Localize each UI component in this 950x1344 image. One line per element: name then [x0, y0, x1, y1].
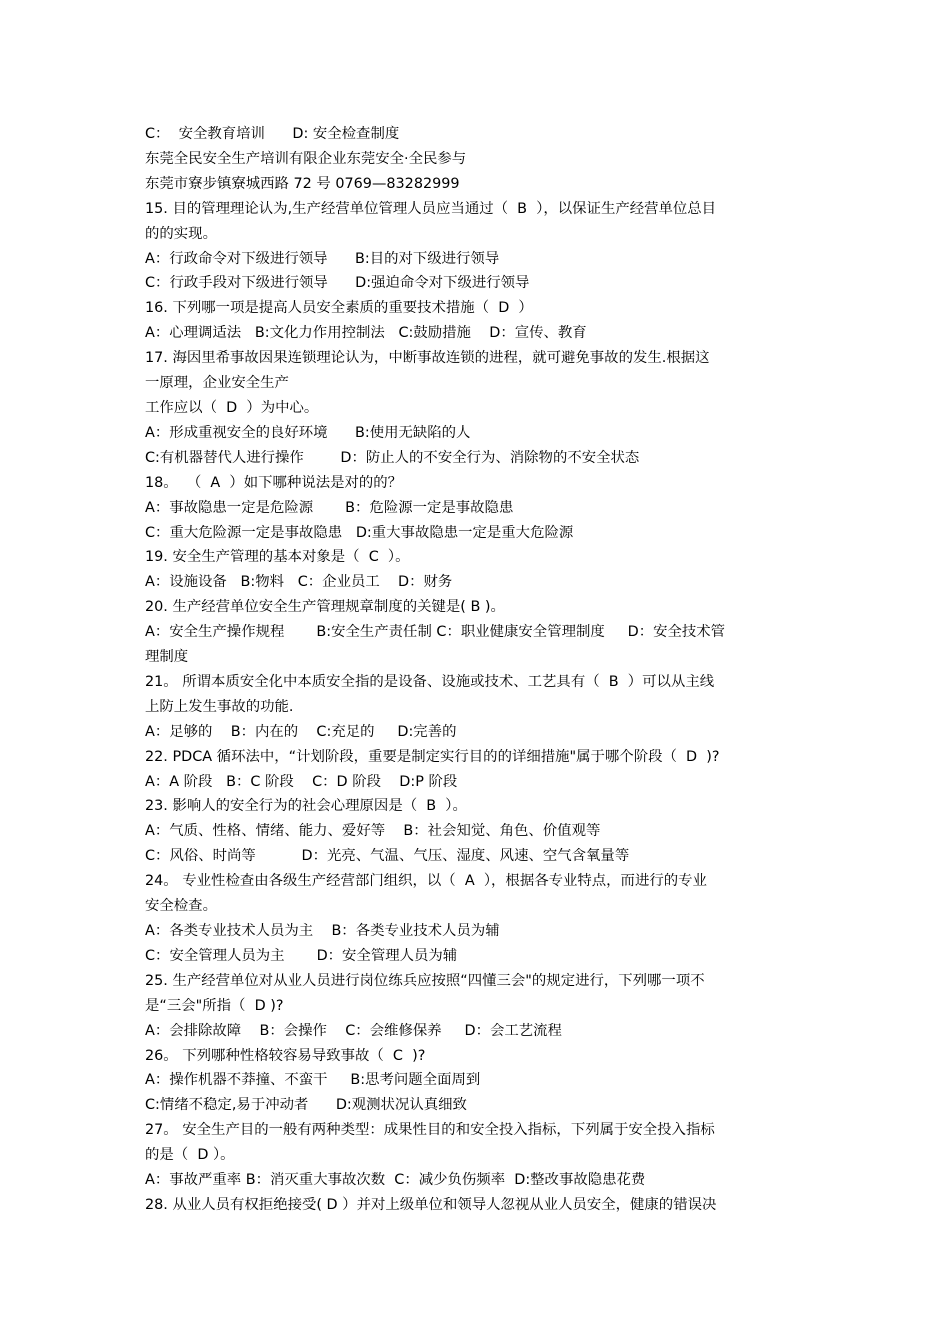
options-line: A：形成重视安全的良好环境 B:使用无缺陷的人 [145, 424, 471, 441]
options-line: A：事故隐患一定是危险源 B：危险源一定是事故隐患 [145, 499, 514, 516]
question-19: 19. 安全生产管理的基本对象是（ C ）。 [145, 549, 410, 566]
options-line: C:有机器替代人进行操作 D：防止人的不安全行为、消除物的不安全状态 [145, 449, 640, 466]
options-line: A：会排除故障 B：会操作 C：会维修保养 D：会工艺流程 [145, 1022, 562, 1039]
text-line: 的是（ D ）。 [145, 1147, 235, 1164]
question-20: 20. 生产经营单位安全生产管理规章制度的关键是( B )。 [145, 599, 505, 616]
text-line: 的的实现。 [145, 225, 217, 242]
question-28: 28. 从业人员有权拒绝接受( D ）并对上级单位和领导人忽视从业人员安全，健康的错误决 [145, 1196, 717, 1213]
text-line: 东莞全民安全生产培训有限企业东莞安全·全民参与 [145, 150, 467, 167]
options-line: A：事故严重率 B：消灭重大事故次数 C：减少负伤频率 D:整改事故隐患花费 [145, 1172, 646, 1189]
question-17: 17. 海因里希事故因果连锁理论认为，中断事故连锁的进程，就可避免事故的发生.根据这 [145, 350, 710, 367]
options-line: C:情绪不稳定,易于冲动者 D:观测状况认真细致 [145, 1097, 467, 1114]
question-21: 21。 所谓本质安全化中本质安全指的是设备、设施或技术、工艺具有（ B ）可以从主线 [145, 673, 715, 690]
options-line: A：操作机器不莽撞、不蛮干 B:思考问题全面周到 [145, 1072, 481, 1089]
question-27: 27。 安全生产目的一般有两种类型：成果性目的和安全投入指标，下列属于安全投入指标 [145, 1122, 715, 1139]
options-line: A：行政命令对下级进行领导 B:目的对下级进行领导 [145, 250, 500, 267]
options-line: A：A 阶段 B：C 阶段 C：D 阶段 D:P 阶段 [145, 773, 458, 790]
options-line: A：安全生产操作规程 B:安全生产责任制 C：职业健康安全管理制度 D：安全技术管 [145, 624, 726, 641]
question-15: 15. 目的管理理论认为,生产经营单位管理人员应当通过（ B ），以保证生产经营单位总目 [145, 200, 717, 217]
question-18: 18。 （ A ）如下哪种说法是对的的？ [145, 474, 403, 491]
question-16: 16. 下列哪一项是提高人员安全素质的重要技术措施（ D ） [145, 300, 533, 317]
text-line: 理制度 [145, 649, 189, 666]
options-line: C：风俗、时尚等 D：光亮、气温、气压、湿度、风速、空气含氧量等 [145, 848, 630, 865]
options-line: A：心理调适法 B:文化力作用控制法 C:鼓励措施 D：宣传、教育 [145, 325, 587, 342]
options-line: A：设施设备 B:物料 C：企业员工 D：财务 [145, 574, 453, 591]
text-line: 安全检查。 [145, 898, 217, 915]
question-23: 23. 影响人的安全行为的社会心理原因是（ B ）。 [145, 798, 467, 815]
options-line: A：气质、性格、情绪、能力、爱好等 B：社会知觉、角色、价值观等 [145, 823, 601, 840]
options-line: C：重大危险源一定是事故隐患 D:重大事故隐患一定是重大危险源 [145, 524, 574, 541]
question-22: 22. PDCA 循环法中，“计划阶段，重要是制定实行目的的详细措施"属于哪个阶段（ D )? [145, 748, 720, 765]
text-line: 一原理，企业安全生产 [145, 375, 289, 392]
question-26: 26。 下列哪种性格较容易导致事故（ C )? [145, 1047, 426, 1064]
text-line: 上防上发生事故的功能. [145, 698, 294, 715]
text-line: 工作应以（ D ）为中心。 [145, 399, 319, 416]
text-line: 东莞市寮步镇寮城西路 72 号 0769—83282999 [145, 175, 460, 192]
question-24: 24。 专业性检查由各级生产经营部门组织，以（ A ），根据各专业特点，而进行的专业 [145, 873, 707, 890]
text-line: 是“三会"所指（ D )? [145, 997, 284, 1014]
document-body [145, 122, 810, 1218]
text-line: C： 安全教育培训 D: 安全检查制度 [145, 126, 400, 142]
question-25: 25. 生产经营单位对从业人员进行岗位练兵应按照“四懂三会"的规定进行，下列哪一项不 [145, 972, 705, 989]
options-line: A：足够的 B：内在的 C:充足的 D:完善的 [145, 723, 457, 740]
options-line: A：各类专业技术人员为主 B：各类专业技术人员为辅 [145, 923, 500, 939]
options-line: C：行政手段对下级进行领导 D:强迫命令对下级进行领导 [145, 275, 530, 292]
options-line: C：安全管理人员为主 D：安全管理人员为辅 [145, 947, 458, 964]
